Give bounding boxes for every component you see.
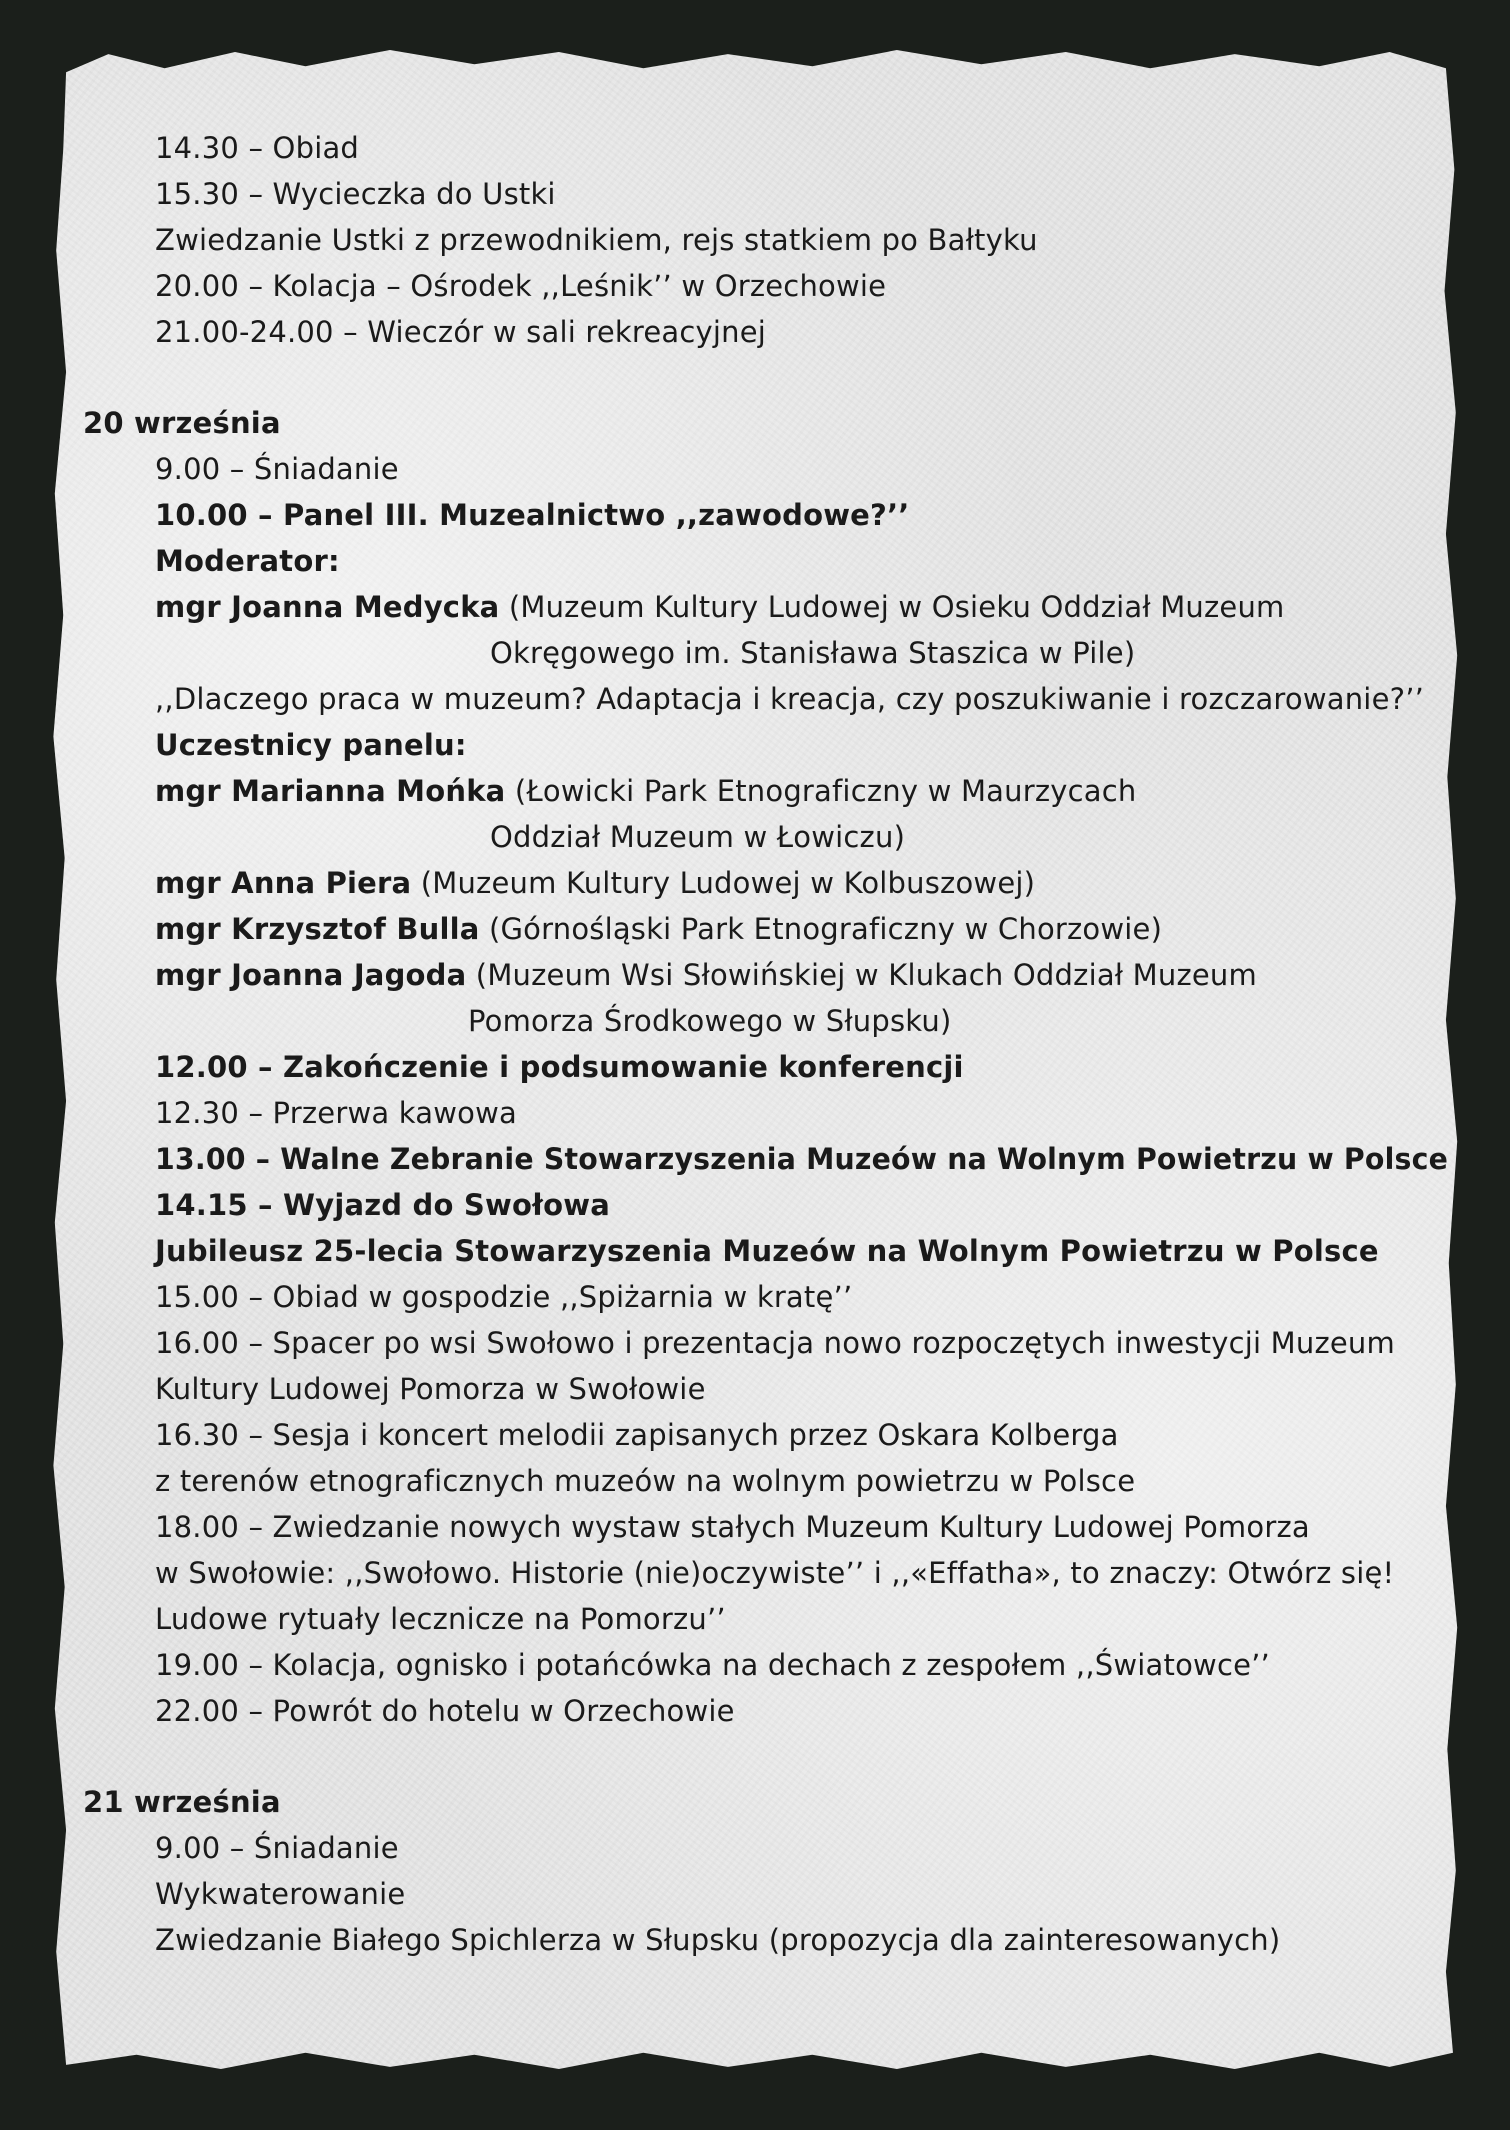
participant-name: mgr Joanna Medycka [155, 590, 500, 624]
schedule-item: 20.00 – Kolacja – Ośrodek ,,Leśnik’’ w Orzechowie [155, 269, 887, 303]
participant-affiliation: (Muzeum Kultury Ludowej w Osieku Oddział Muzeum [499, 590, 1285, 624]
participant [155, 768, 1136, 814]
schedule-item-cont: Ludowe rytuały lecznicze na Pomorzu’’ [155, 1602, 726, 1636]
section-label: Uczestnicy panelu: [155, 728, 467, 762]
schedule-item: 14.30 – Obiad [155, 131, 360, 165]
schedule-item: 22.00 – Powrót do hotelu w Orzechowie [155, 1694, 735, 1728]
schedule-item-cont: w Swołowie: ,,Swołowo. Historie (nie)oczywiste’’ i ,,«Effatha», to znaczy: Otwórz się! [155, 1556, 1395, 1590]
participant-name: mgr Krzysztof Bulla [155, 912, 480, 946]
schedule-item: 14.15 – Wyjazd do Swołowa [155, 1188, 610, 1222]
day-heading: 21 września [83, 1785, 281, 1819]
lecture-title: ,,Dlaczego praca w muzeum? Adaptacja i kreacja, czy poszukiwanie i rozczarowanie?’’ [155, 682, 1425, 716]
participant-affiliation-cont: Pomorza Środkowego w Słupsku) [468, 1004, 952, 1038]
participant-affiliation: (Łowicki Park Etnograficzny w Maurzycach [505, 774, 1137, 808]
schedule-item: Zwiedzanie Białego Spichlerza w Słupsku (propozycja dla zainteresowanych) [155, 1923, 1281, 1957]
participant-name: mgr Joanna Jagoda [155, 958, 467, 992]
schedule-item: 15.00 – Obiad w gospodzie ,,Spiżarnia w kratę’’ [155, 1280, 853, 1314]
schedule-item: 9.00 – Śniadanie [155, 452, 399, 486]
participant [155, 906, 1162, 952]
schedule-item: 10.00 – Panel III. Muzealnictwo ,,zawodowe?’’ [155, 498, 910, 532]
participant-affiliation: (Muzeum Kultury Ludowej w Kolbuszowej) [411, 866, 1036, 900]
schedule-item: Wykwaterowanie [155, 1877, 406, 1911]
schedule-item: 19.00 – Kolacja, ognisko i potańcówka na dechach z zespołem ,,Światowce’’ [155, 1648, 1270, 1682]
schedule-item-cont: z terenów etnograficznych muzeów na wolnym powietrzu w Polsce [155, 1464, 1136, 1498]
participant [155, 860, 1035, 906]
schedule-item-cont: Kultury Ludowej Pomorza w Swołowie [155, 1372, 706, 1406]
participant [155, 584, 1285, 630]
schedule-item: 16.30 – Sesja i koncert melodii zapisanych przez Oskara Kolberga [155, 1418, 1119, 1452]
participant-affiliation-cont: Oddział Muzeum w Łowiczu) [490, 820, 906, 854]
participant-affiliation: (Górnośląski Park Etnograficzny w Chorzowie) [479, 912, 1163, 946]
participant-name: mgr Marianna Mońka [155, 774, 506, 808]
schedule-item: Zwiedzanie Ustki z przewodnikiem, rejs statkiem po Bałtyku [155, 223, 1038, 257]
day-heading: 20 września [83, 406, 281, 440]
schedule-item: 18.00 – Zwiedzanie nowych wystaw stałych Muzeum Kultury Ludowej Pomorza [155, 1510, 1310, 1544]
schedule-item: 21.00-24.00 – Wieczór w sali rekreacyjnej [155, 315, 767, 349]
schedule-item: Jubileusz 25-lecia Stowarzyszenia Muzeów na Wolnym Powietrzu w Polsce [155, 1234, 1379, 1268]
participant-affiliation-cont: Okręgowego im. Stanisława Staszica w Pile) [490, 636, 1136, 670]
participant [155, 952, 1257, 998]
schedule-item: 12.30 – Przerwa kawowa [155, 1096, 517, 1130]
section-label: Moderator: [155, 544, 340, 578]
schedule-item: 16.00 – Spacer po wsi Swołowo i prezentacja nowo rozpoczętych inwestycji Muzeum [155, 1326, 1395, 1360]
schedule-item: 15.30 – Wycieczka do Ustki [155, 177, 556, 211]
participant-affiliation: (Muzeum Wsi Słowińskiej w Klukach Oddział Muzeum [466, 958, 1257, 992]
schedule-item: 13.00 – Walne Zebranie Stowarzyszenia Muzeów na Wolnym Powietrzu w Polsce [155, 1142, 1449, 1176]
schedule-item: 12.00 – Zakończenie i podsumowanie konferencji [155, 1050, 964, 1084]
schedule-item: 9.00 – Śniadanie [155, 1831, 399, 1865]
participant-name: mgr Anna Piera [155, 866, 412, 900]
